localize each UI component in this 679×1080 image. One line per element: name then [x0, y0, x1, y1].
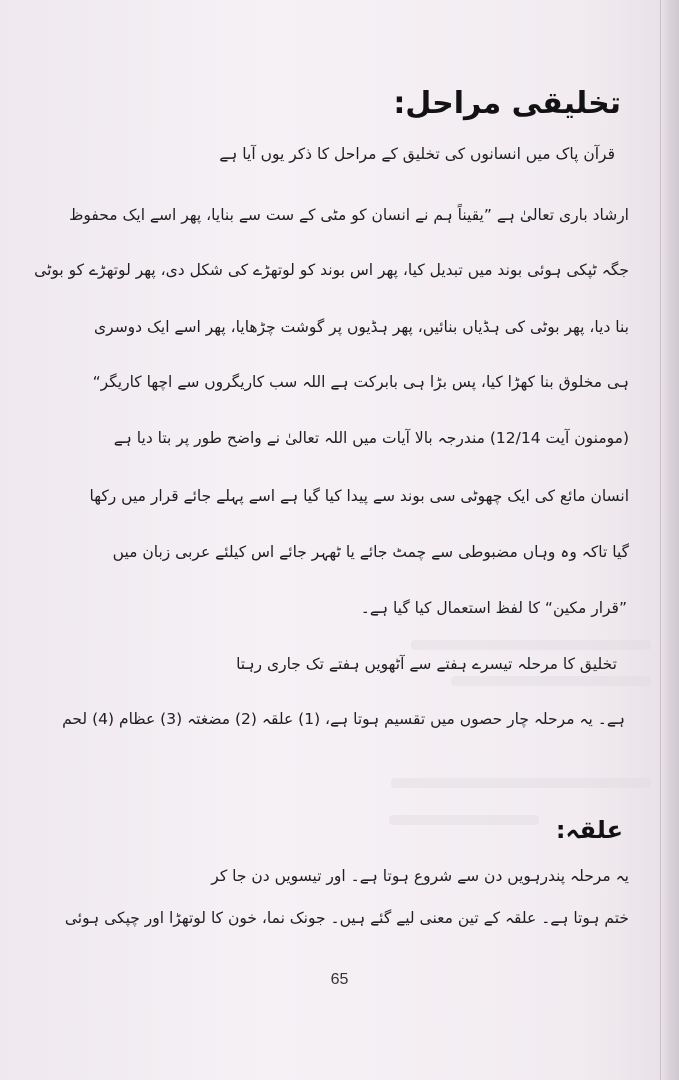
paragraph-line-10: تخلیق کا مرحلہ تیسرے ہفتے سے آٹھویں ہفتے تک جاری رہتا: [236, 655, 617, 673]
subsection-heading: علقہ:: [555, 816, 623, 844]
show-through-mark: [391, 778, 651, 788]
paragraph-line-4: بنا دیا، پھر بوٹی کی ہڈیاں بنائیں، پھر ہڈیوں پر گوشت چڑھایا، پھر اسے ایک دوسری: [94, 318, 629, 336]
section-heading: تخلیقی مراحل:: [393, 86, 621, 121]
paragraph-line-6: (مومنون آیت 12/14) مندرجہ بالا آیات میں اللہ تعالیٰ نے واضح طور پر بتا دیا ہے: [113, 429, 629, 447]
page-binding-edge: [660, 0, 679, 1080]
section-line-2: ختم ہوتا ہے۔ علقہ کے تین معنی لیے گئے ہیں۔ جونک نما، خون کا لوتھڑا اور چپکی ہوئی: [64, 909, 629, 927]
paragraph-line-8: گیا تاکہ وہ وہاں مضبوطی سے چمٹ جائے یا ٹھہر جائے اس کیلئے عربی زبان میں: [112, 543, 629, 561]
show-through-mark: [411, 640, 651, 650]
paragraph-line-5: ہی مخلوق بنا کھڑا کیا، پس بڑا ہی بابرکت ہے اللہ سب کاریگروں سے اچھا کاریگر“: [92, 373, 629, 391]
paragraph-line-9: ”قرار مکین“ کا لفظ استعمال کیا گیا ہے۔: [360, 599, 627, 617]
paragraph-line-7: انسان مائع کی ایک چھوٹی سی بوند سے پیدا کیا گیا ہے اسے پہلے جائے قرار میں رکھا: [89, 487, 629, 505]
paragraph-line-2: ارشاد باری تعالیٰ ہے ”یقیناً ہم نے انسان کو مٹی کے ست سے بنایا، پھر اسے ایک محفوظ: [69, 206, 629, 224]
show-through-mark: [389, 815, 539, 825]
paragraph-line-3: جگہ ٹپکی ہوئی بوند میں تبدیل کیا، پھر اس بوند کو لوتھڑے کی شکل دی، پھر لوتھڑے کو بوٹی: [34, 261, 629, 279]
paragraph-line-11: ہے۔ یہ مرحلہ چار حصوں میں تقسیم ہوتا ہے، (1) علقہ (2) مضغتہ (3) عظام (4) لحم: [62, 710, 625, 728]
paragraph-line-1: قرآن پاک میں انسانوں کی تخلیق کے مراحل کا ذکر یوں آیا ہے: [219, 145, 615, 163]
page-number: 65: [330, 971, 349, 988]
section-line-1: یہ مرحلہ پندرہویں دن سے شروع ہوتا ہے۔ اور تیسویں دن جا کر: [211, 867, 629, 885]
